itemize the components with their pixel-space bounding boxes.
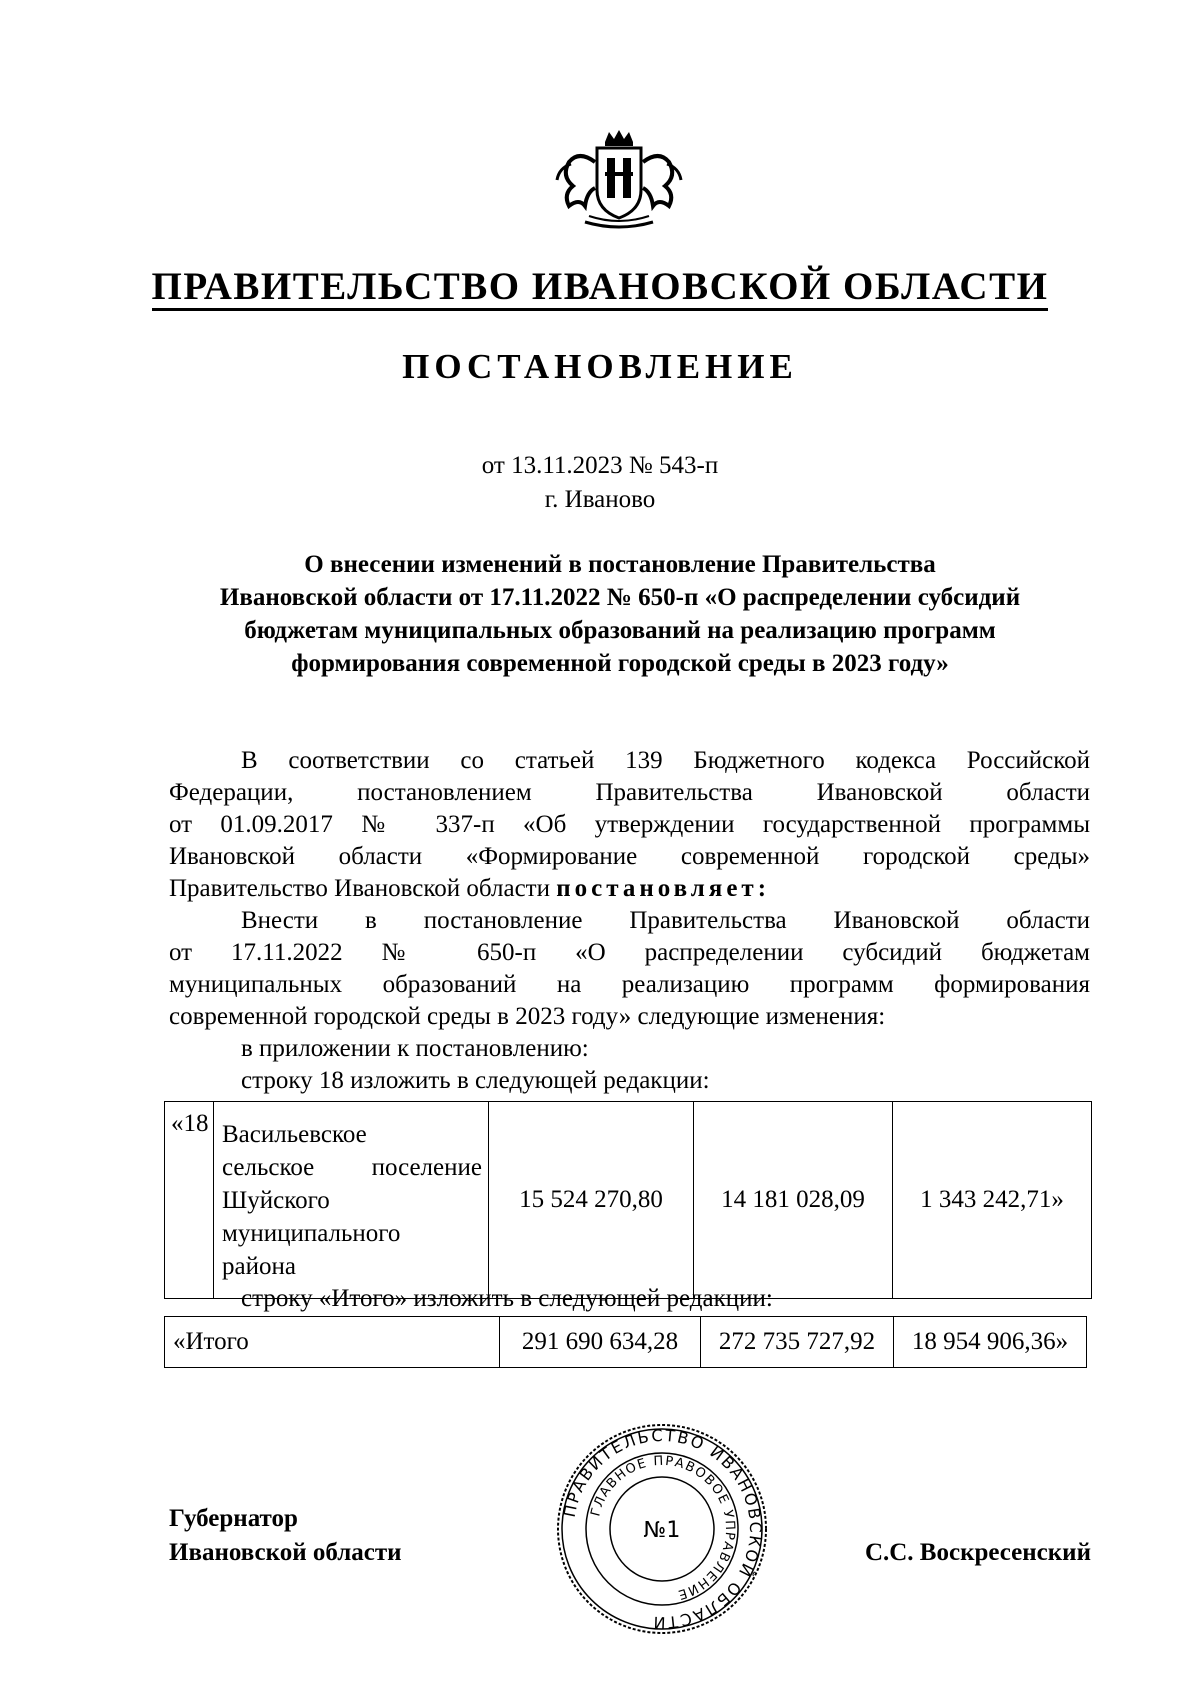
total-label: «Итого — [165, 1317, 500, 1368]
body-line: Федерации, постановлением Правительства Ивановской области — [169, 779, 1090, 806]
signatory-name: С.С. Воскресенский — [864, 1539, 1091, 1566]
government-title: ПРАВИТЕЛЬСТВО ИВАНОВСКОЙ ОБЛАСТИ — [0, 264, 1200, 309]
amount-regional: 18 954 906,36» — [894, 1317, 1087, 1368]
name-word: сельское — [222, 1153, 315, 1181]
decree-word: постановляет: — [556, 875, 771, 902]
name-line — [222, 1151, 482, 1184]
table-row — [165, 1102, 1092, 1299]
table-row — [165, 1317, 1087, 1368]
amount-federal: 14 181 028,09 — [694, 1102, 893, 1299]
body-line: строку «Итого» изложить в следующей редакции: — [241, 1285, 773, 1312]
amount-regional: 1 343 242,71» — [893, 1102, 1092, 1299]
name-word: поселение — [371, 1153, 482, 1181]
amount-total: 291 690 634,28 — [500, 1317, 701, 1368]
row-number: «18 — [165, 1102, 214, 1299]
date-number: от 13.11.2023 № 543-п — [481, 452, 719, 479]
stamp-outer-text: ПРАВИТЕЛЬСТВО ИВАНОВСКОЙ ОБЛАСТИ — [559, 1425, 766, 1633]
position-line: Губернатор — [169, 1505, 298, 1532]
body-line: Ивановской области «Формирование современной городской среды» — [169, 843, 1090, 870]
coat-of-arms-icon — [549, 128, 689, 232]
stamp-inner-text: ГЛАВНОЕ ПРАВОВОЕ УПРАВЛЕНИЕ — [588, 1453, 738, 1603]
municipality-name — [214, 1102, 489, 1299]
body-text: Правительство Ивановской области — [169, 875, 557, 902]
name-line: Шуйского — [222, 1186, 330, 1214]
subject-line: Ивановской области от 17.11.2022 № 650-п «О распределении субсидий — [219, 584, 1021, 611]
body-line: муниципальных образований на реализацию программ формирования — [169, 971, 1090, 998]
subject-line: формирования современной городской среды в 2023 году» — [291, 650, 949, 677]
body-line: Внести в постановление Правительства Ивановской области — [241, 907, 1090, 934]
body-line — [169, 873, 1090, 905]
document-type: ПОСТАНОВЛЕНИЕ — [402, 347, 798, 386]
amount-federal: 272 735 727,92 — [701, 1317, 894, 1368]
table-row-18 — [164, 1101, 1092, 1299]
body-line: в приложении к постановлению: — [241, 1035, 589, 1062]
name-line: муниципального — [222, 1219, 401, 1247]
city: г. Иваново — [544, 486, 656, 513]
document-subject — [160, 548, 1080, 680]
amount-total: 15 524 270,80 — [489, 1102, 694, 1299]
body-line: от 01.09.2017 № 337-п «Об утверждении государственной программы — [169, 811, 1090, 838]
body-line: от 17.11.2022 № 650-п «О распределении субсидий бюджетам — [169, 939, 1090, 966]
paragraph-changes — [169, 905, 1090, 1033]
signatory-position — [169, 1502, 402, 1570]
paragraph-basis — [169, 745, 1090, 905]
subject-line: бюджетам муниципальных образований на реализацию программ — [244, 617, 996, 644]
body-line: современной городской среды в 2023 году» следующие изменения: — [169, 1003, 886, 1030]
body-line: строку 18 изложить в следующей редакции: — [241, 1067, 710, 1094]
table-total — [164, 1316, 1087, 1368]
stamp-number: №1 — [643, 1518, 681, 1543]
official-stamp — [554, 1421, 770, 1637]
subject-line: О внесении изменений в постановление Правительства — [304, 551, 936, 578]
body-line: В соответствии со статьей 139 Бюджетного кодекса Российской — [241, 747, 1090, 774]
name-line: Васильевское — [222, 1120, 367, 1148]
name-line: района — [222, 1252, 296, 1280]
position-line: Ивановской области — [169, 1539, 402, 1566]
